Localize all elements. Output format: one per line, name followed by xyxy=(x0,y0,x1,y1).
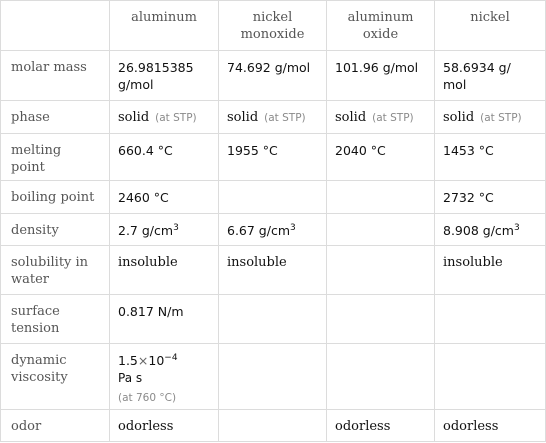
surface-tension-aluminum: 0.817 N/m xyxy=(110,295,219,344)
row-label-molar-mass: molar mass xyxy=(1,51,110,101)
table-row xyxy=(1,101,546,134)
molar-mass-aluminum-oxide: 101.96 g/mol xyxy=(327,51,435,101)
dynamic-viscosity-nickel xyxy=(435,344,546,410)
phase-aluminum xyxy=(110,101,219,134)
density-nickel xyxy=(435,214,546,246)
odor-aluminum-oxide: odorless xyxy=(327,410,435,442)
phase-value: solid xyxy=(443,110,475,125)
density-exponent: 3 xyxy=(513,223,520,233)
dynamic-viscosity-aluminum-oxide xyxy=(327,344,435,410)
table-row xyxy=(1,344,546,410)
table-row xyxy=(1,51,546,101)
row-label-boiling-point: boiling point xyxy=(1,181,110,214)
boiling-point-nickel: 2732 °C xyxy=(435,181,546,214)
phase-note: (at STP) xyxy=(264,112,306,124)
column-header-aluminum: aluminum xyxy=(110,1,219,51)
molar-mass-nickel: 58.6934 g/ mol xyxy=(435,51,546,101)
surface-tension-nickel xyxy=(435,295,546,344)
row-label-solubility: solubility in water xyxy=(1,246,110,295)
odor-nickel: odorless xyxy=(435,410,546,442)
column-header-nickel-monoxide: nickel monoxide xyxy=(219,1,327,51)
phase-note: (at STP) xyxy=(372,112,414,124)
table-row xyxy=(1,410,546,442)
boiling-point-nickel-monoxide xyxy=(219,181,327,214)
viscosity-unit: Pa s xyxy=(118,371,143,385)
row-label-dynamic-viscosity: dynamic viscosity xyxy=(1,344,110,410)
solubility-nickel: insoluble xyxy=(435,246,546,295)
viscosity-condition: (at 760 °C) xyxy=(118,392,177,404)
viscosity-base: 10 xyxy=(148,353,165,368)
row-label-surface-tension: surface tension xyxy=(1,295,110,344)
phase-value: solid xyxy=(335,110,367,125)
dynamic-viscosity-nickel-monoxide xyxy=(219,344,327,410)
phase-aluminum-oxide xyxy=(327,101,435,134)
row-label-melting-point: melting point xyxy=(1,134,110,181)
density-nickel-monoxide xyxy=(219,214,327,246)
phase-nickel xyxy=(435,101,546,134)
phase-nickel-monoxide xyxy=(219,101,327,134)
row-label-density: density xyxy=(1,214,110,246)
melting-point-nickel: 1453 °C xyxy=(435,134,546,181)
solubility-aluminum: insoluble xyxy=(110,246,219,295)
surface-tension-nickel-monoxide xyxy=(219,295,327,344)
row-label-phase: phase xyxy=(1,101,110,134)
surface-tension-aluminum-oxide xyxy=(327,295,435,344)
corner-cell xyxy=(1,1,110,51)
molar-mass-aluminum: 26.9815385 g/mol xyxy=(110,51,219,101)
density-value: 8.908 g/cm xyxy=(443,223,514,238)
phase-note: (at STP) xyxy=(480,112,522,124)
solubility-nickel-monoxide: insoluble xyxy=(219,246,327,295)
header-row xyxy=(1,1,546,51)
table-row xyxy=(1,295,546,344)
table-row xyxy=(1,181,546,214)
odor-nickel-monoxide xyxy=(219,410,327,442)
odor-aluminum: odorless xyxy=(110,410,219,442)
row-label-odor: odor xyxy=(1,410,110,442)
table-row xyxy=(1,214,546,246)
viscosity-exponent: −4 xyxy=(164,353,178,363)
times-sign: × xyxy=(137,353,149,368)
boiling-point-aluminum-oxide xyxy=(327,181,435,214)
molar-mass-nickel-monoxide: 74.692 g/mol xyxy=(219,51,327,101)
boiling-point-aluminum: 2460 °C xyxy=(110,181,219,214)
viscosity-mantissa: 1.5 xyxy=(118,353,138,368)
density-aluminum xyxy=(110,214,219,246)
density-value: 2.7 g/cm xyxy=(118,223,174,238)
density-value: 6.67 g/cm xyxy=(227,223,291,238)
dynamic-viscosity-aluminum xyxy=(110,344,219,410)
density-exponent: 3 xyxy=(290,223,296,233)
phase-note: (at STP) xyxy=(155,112,197,124)
melting-point-aluminum-oxide: 2040 °C xyxy=(327,134,435,181)
table-row xyxy=(1,134,546,181)
phase-value: solid xyxy=(227,110,259,125)
melting-point-nickel-monoxide: 1955 °C xyxy=(219,134,327,181)
density-exponent: 3 xyxy=(173,223,179,233)
melting-point-aluminum: 660.4 °C xyxy=(110,134,219,181)
table-row xyxy=(1,246,546,295)
column-header-aluminum-oxide: aluminum oxide xyxy=(327,1,435,51)
column-header-nickel: nickel xyxy=(435,1,546,51)
phase-value: solid xyxy=(118,110,150,125)
solubility-aluminum-oxide xyxy=(327,246,435,295)
density-aluminum-oxide xyxy=(327,214,435,246)
